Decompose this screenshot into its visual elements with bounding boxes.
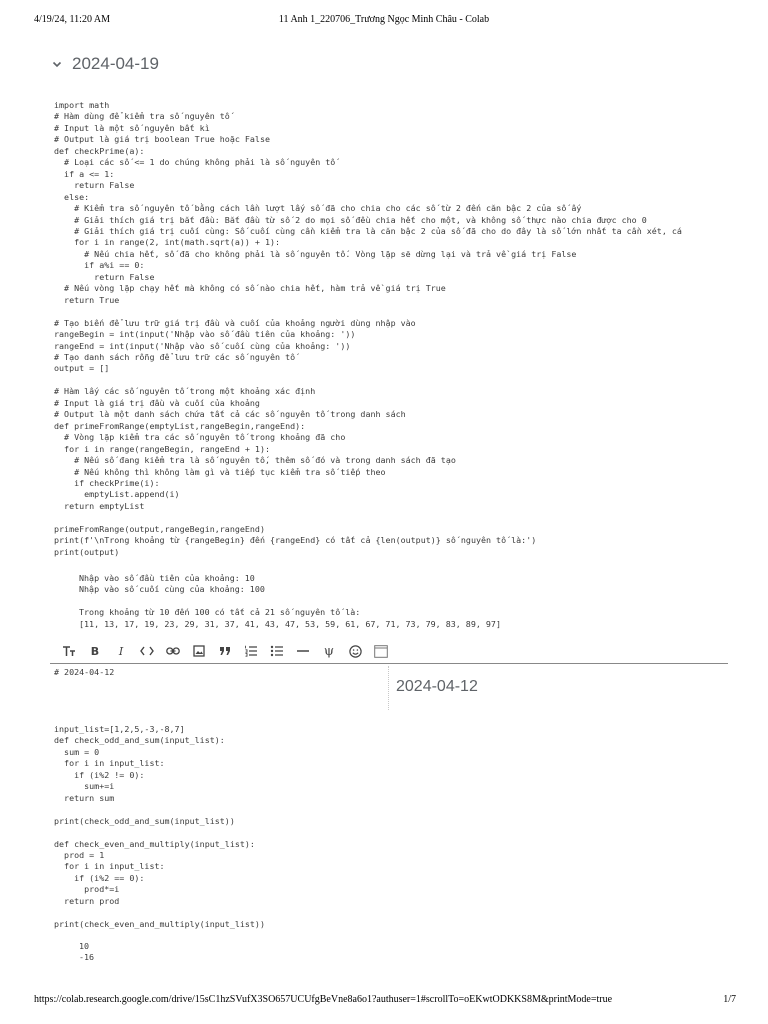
mirror-toggle-icon[interactable]	[368, 643, 394, 659]
horizontal-rule-icon[interactable]	[290, 643, 316, 659]
link-icon[interactable]	[160, 643, 186, 659]
psi-icon[interactable]: ψ	[323, 643, 335, 659]
image-icon[interactable]	[186, 643, 212, 659]
emoji-icon[interactable]	[342, 643, 368, 659]
divider	[50, 663, 728, 664]
quote-icon[interactable]	[212, 643, 238, 659]
page-number: 1/7	[723, 994, 736, 1005]
bold-icon[interactable]: B	[90, 644, 100, 658]
print-title: 11 Anh 1_220706_Trương Ngọc Minh Châu - Colab	[278, 14, 490, 25]
print-url: https://colab.research.google.com/drive/15sC1hzSVufX3SO657UCUfgBeVne8a6o1?authuser=1#scrollTo=oEKwtODKKS8M&printMode=true	[34, 994, 613, 1005]
code-icon[interactable]	[134, 643, 160, 659]
print-datetime: 4/19/24, 11:20 AM	[34, 14, 111, 25]
markdown-source[interactable]: # 2024-04-12	[54, 667, 115, 677]
text-size-icon[interactable]	[56, 643, 82, 659]
markdown-toolbar	[56, 643, 394, 659]
chevron-down-icon[interactable]	[50, 57, 64, 71]
code-cell-prime[interactable]: import math # Hàm dùng để kiểm tra số nguyên tố # Input là một số nguyên bất kì # Output là giá trị boolean True hoặc False def checkPrime(a): # Loại các số <= 1 do chúng không phải là số nguyên tố if a <= 1: return False else: # Kiểm tra số nguyên tố bằng cách lần lượt lấy số đã cho chia cho các số từ 2 đến căn bậc 2 của số ấy # Giải thích giá trị bắt đầu: Bắt đầu từ số 2 do mọi số đều chia hết cho một, và không số thực nào chia được cho 0 # Giải thích giá trị cuối cùng: Số cuối cùng cần kiểm tra là căn bậc 2 của số đã cho do đây là số lớn nhất ta cần xét, cá for i in range(2, int(math.sqrt(a)) + 1): # Nếu chia hết, số đã cho không phải là số nguyên tố. Vòng lặp sẽ dừng lại và trả về giá trị False if a%i == 0: return False # Nếu vòng lặp chạy hết mà không có số nào chia hết, hàm trả về giá trị True return True # Tạo biến để lưu trữ giá trị đầu và cuối của khoảng người dùng nhập vào rangeBegin = int(input('Nhập vào số đầu tiên của khoảng: ')) rangeEnd = int(input('Nhập vào số cuối cùng của khoảng: ')) # Tạo danh sách rỗng để lưu trữ các số nguyên tố output = [] # Hàm lấy các số nguyên tố trong một khoảng xác định # Input là giá trị đầu và cuối của khoảng # Output là một danh sách chứa tất cả các số nguyên tố trong danh sách def primeFromRange(emptyList,rangeBegin,rangeEnd): # Vòng lặp kiểm tra các số nguyên tố trong khoảng đã cho for i in range(rangeBegin, rangeEnd + 1): # Nếu số đang kiểm tra là số nguyên tố, thêm số đó và trong danh sách đã tạo # Nếu không thì không làm gì và tiếp tục kiểm tra số tiếp theo if checkPrime(i): emptyList.append(i) return emptyList primeFromRange(output,rangeBegin,rangeEnd) print(f'\nTrong khoảng từ {rangeBegin} đến {rangeEnd} có tất cả {len(output)} số nguyên tố là:') print(output)	[54, 100, 682, 557]
code-cell-odd-even[interactable]: input_list=[1,2,5,-3,-8,7] def check_odd_and_sum(input_list): sum = 0 for i in input_list: if (i%2 != 0): sum+=i return sum print(check_odd_and_sum(input_list)) def check_even_and_multiply(input_list): prod = 1 for i in input_list: if (i%2 == 0): prod*=i return prod print(check_even_and_multiply(input_list))	[54, 724, 265, 929]
section-header[interactable]	[50, 52, 159, 76]
cell-output-odd-even: 10 -16	[79, 941, 95, 963]
markdown-preview-heading: 2024-04-12	[396, 678, 478, 695]
editor-preview-divider	[388, 666, 390, 710]
bullet-list-icon[interactable]	[264, 643, 290, 659]
section-title: 2024-04-19	[72, 54, 159, 73]
cell-output-prime: Nhập vào số đầu tiên của khoảng: 10 Nhập vào số cuối cùng của khoảng: 100 Trong khoảng từ 10 đến 100 có tất cả 21 số nguyên tố là: [11, 13, 17, 19, 23, 29, 31, 37, 41, 43, 47, 53, 59, 61, 67, 71, 73, 79, 83, 89, 97]	[79, 573, 501, 629]
numbered-list-icon[interactable]	[238, 643, 264, 659]
italic-icon[interactable]: I	[118, 644, 124, 658]
